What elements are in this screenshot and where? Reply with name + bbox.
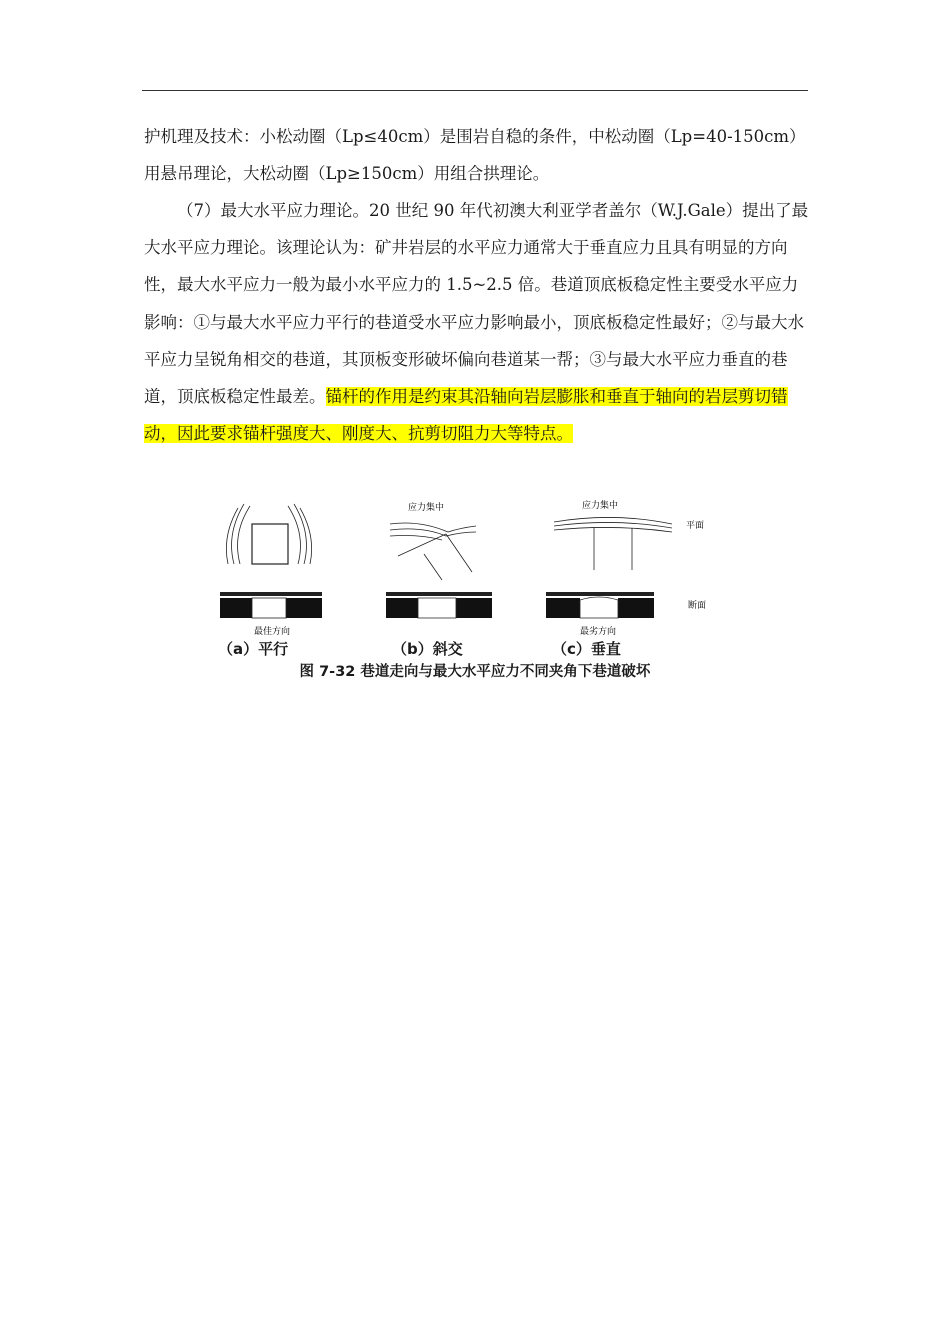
paragraph-1: 护机理及技术：小松动圈（Lp≤40cm）是围岩自稳的条件，中松动圈（Lp=40-150cm）用悬吊理论，大松动圈（Lp≥150cm）用组合拱理论。 [144,127,806,184]
subcaption-b: （b）斜交 [392,640,463,658]
roadway-failure-figure [210,494,730,659]
label-worst-direction: 最劣方向 [580,627,617,637]
panel-c-plan [554,517,672,570]
paragraph-2-text: （7）最大水平应力理论。20 世纪 90 年代初澳大利亚学者盖尔（W.J.Gale）提出了最大水平应力理论。该理论认为：矿井岩层的水平应力通常大于垂直应力且具有明显的方向性，最大水平应力一般为最小水平应力的 1.5~2.5 倍。巷道顶底板稳定性主要受水平应力影响：①与最大水平应力平行的巷道受水平应力影响最小，顶底板稳定性最好；②与最大水平应力呈锐角相交的巷道，其顶板变形破坏偏向巷道某一帮；③与最大水平应力垂直的巷道，顶底板稳定性最差。 [144,201,809,407]
figure-caption: 图 7-32 巷道走向与最大水平应力不同夹角下巷道破坏 [299,664,651,680]
subcaption-c: （c）垂直 [552,640,621,658]
label-section: 断面 [688,601,707,611]
label-stress-b: 应力集中 [408,503,445,513]
panel-a-plan [226,504,311,564]
label-best-direction: 最佳方向 [254,627,291,637]
label-stress-c: 应力集中 [582,501,619,511]
header-rule [142,90,808,91]
panel-b-plan [390,523,476,580]
subcaption-a: （a）平行 [218,640,289,658]
panel-a-section [220,592,322,618]
panel-b-section [386,592,492,618]
panel-c-section [546,592,654,618]
label-plan: 平面 [686,521,705,531]
highlighted-text: 锚杆的作用是约束其沿轴向岩层膨胀和垂直于轴向的岩层剪切错动，因此要求锚杆强度大、刚度大、抗剪切阻力大等特点。 [144,387,788,444]
paragraph-2 [144,192,810,452]
